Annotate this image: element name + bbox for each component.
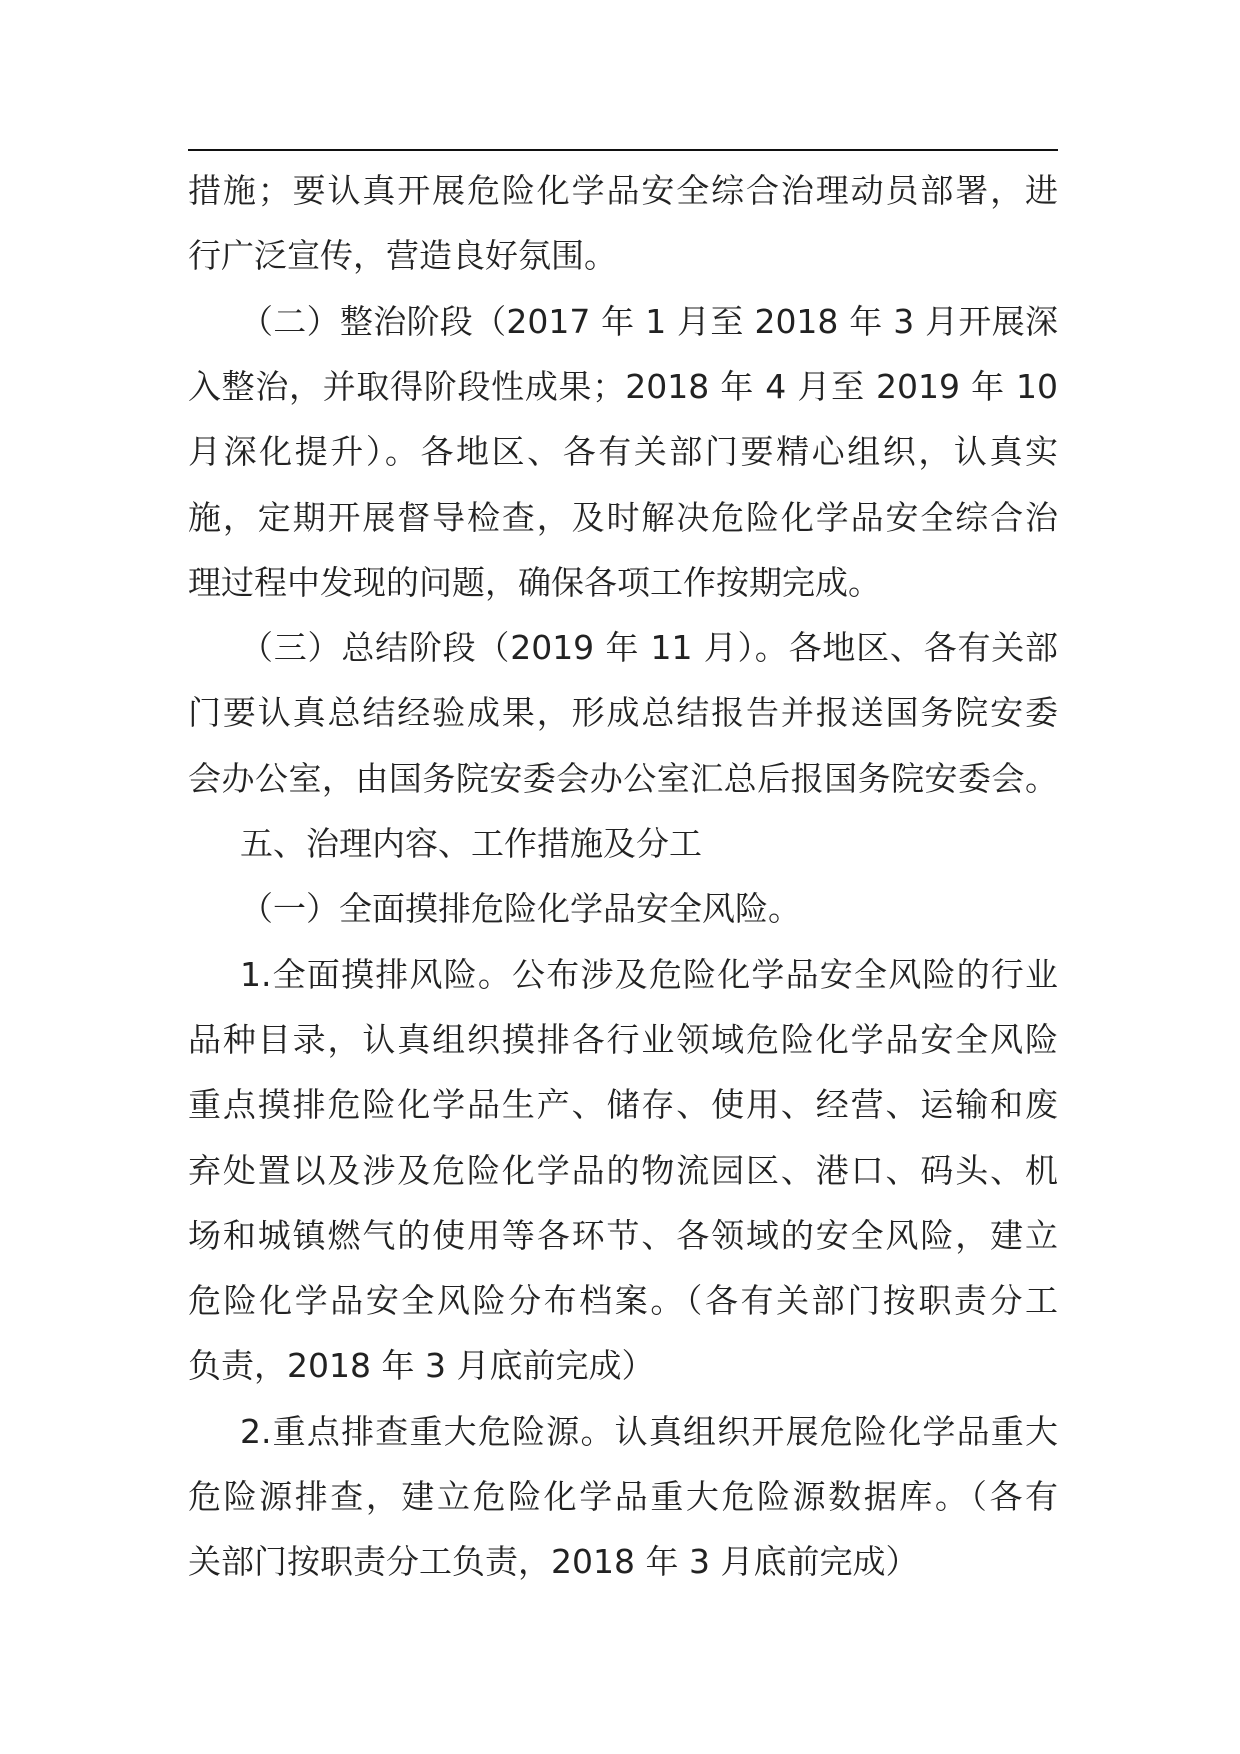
text-line: 关部门按职责分工负责，2018 年 3 月底前完成） bbox=[188, 1542, 919, 1582]
text-line: （三）总结阶段（2019 年 11 月）。各地区、各有关部 bbox=[240, 628, 1058, 668]
text-line: 危险源排查，建立危险化学品重大危险源数据库。（各有 bbox=[188, 1477, 1058, 1516]
text-line: 品种目录，认真组织摸排各行业领域危险化学品安全风险 bbox=[188, 1019, 1058, 1059]
text-line: 负责，2018 年 3 月底前完成） bbox=[188, 1346, 655, 1386]
text-line: （二）整治阶段（2017 年 1 月至 2018 年 3 月开展深 bbox=[240, 301, 1058, 341]
text-line: 行广泛宣传，营造良好氛围。 bbox=[188, 236, 617, 276]
text-line: 门要认真总结经验成果，形成总结报告并报送国务院安委 bbox=[188, 693, 1058, 733]
text-line: 措施；要认真开展危险化学品安全综合治理动员部署，进 bbox=[188, 171, 1058, 210]
text-line: （一）全面摸排危险化学品安全风险。 bbox=[240, 889, 801, 929]
header-rule bbox=[188, 149, 1058, 151]
text-line: 月深化提升）。各地区、各有关部门要精心组织，认真实 bbox=[188, 432, 1058, 472]
text-line: 会办公室，由国务院安委会办公室汇总后报国务院安委会。 bbox=[188, 758, 1058, 798]
text-line: 危险化学品安全风险分布档案。（各有关部门按职责分工 bbox=[188, 1281, 1058, 1321]
text-line: 重点摸排危险化学品生产、储存、使用、经营、运输和废 bbox=[188, 1085, 1058, 1125]
text-line: 场和城镇燃气的使用等各环节、各领域的安全风险，建立 bbox=[188, 1215, 1058, 1255]
text-line: 施，定期开展督导检查，及时解决危险化学品安全综合治 bbox=[188, 497, 1058, 537]
text-line: 理过程中发现的问题，确保各项工作按期完成。 bbox=[188, 562, 881, 602]
text-line: 五、治理内容、工作措施及分工 bbox=[240, 824, 702, 863]
text-line: 入整治，并取得阶段性成果；2018 年 4 月至 2019 年 10 bbox=[188, 366, 1058, 406]
text-line: 2.重点排查重大危险源。认真组织开展危险化学品重大 bbox=[240, 1411, 1058, 1451]
text-line: 弃处置以及涉及危险化学品的物流园区、港口、码头、机 bbox=[188, 1150, 1058, 1190]
text-line: 1.全面摸排风险。公布涉及危险化学品安全风险的行业 bbox=[240, 954, 1058, 994]
